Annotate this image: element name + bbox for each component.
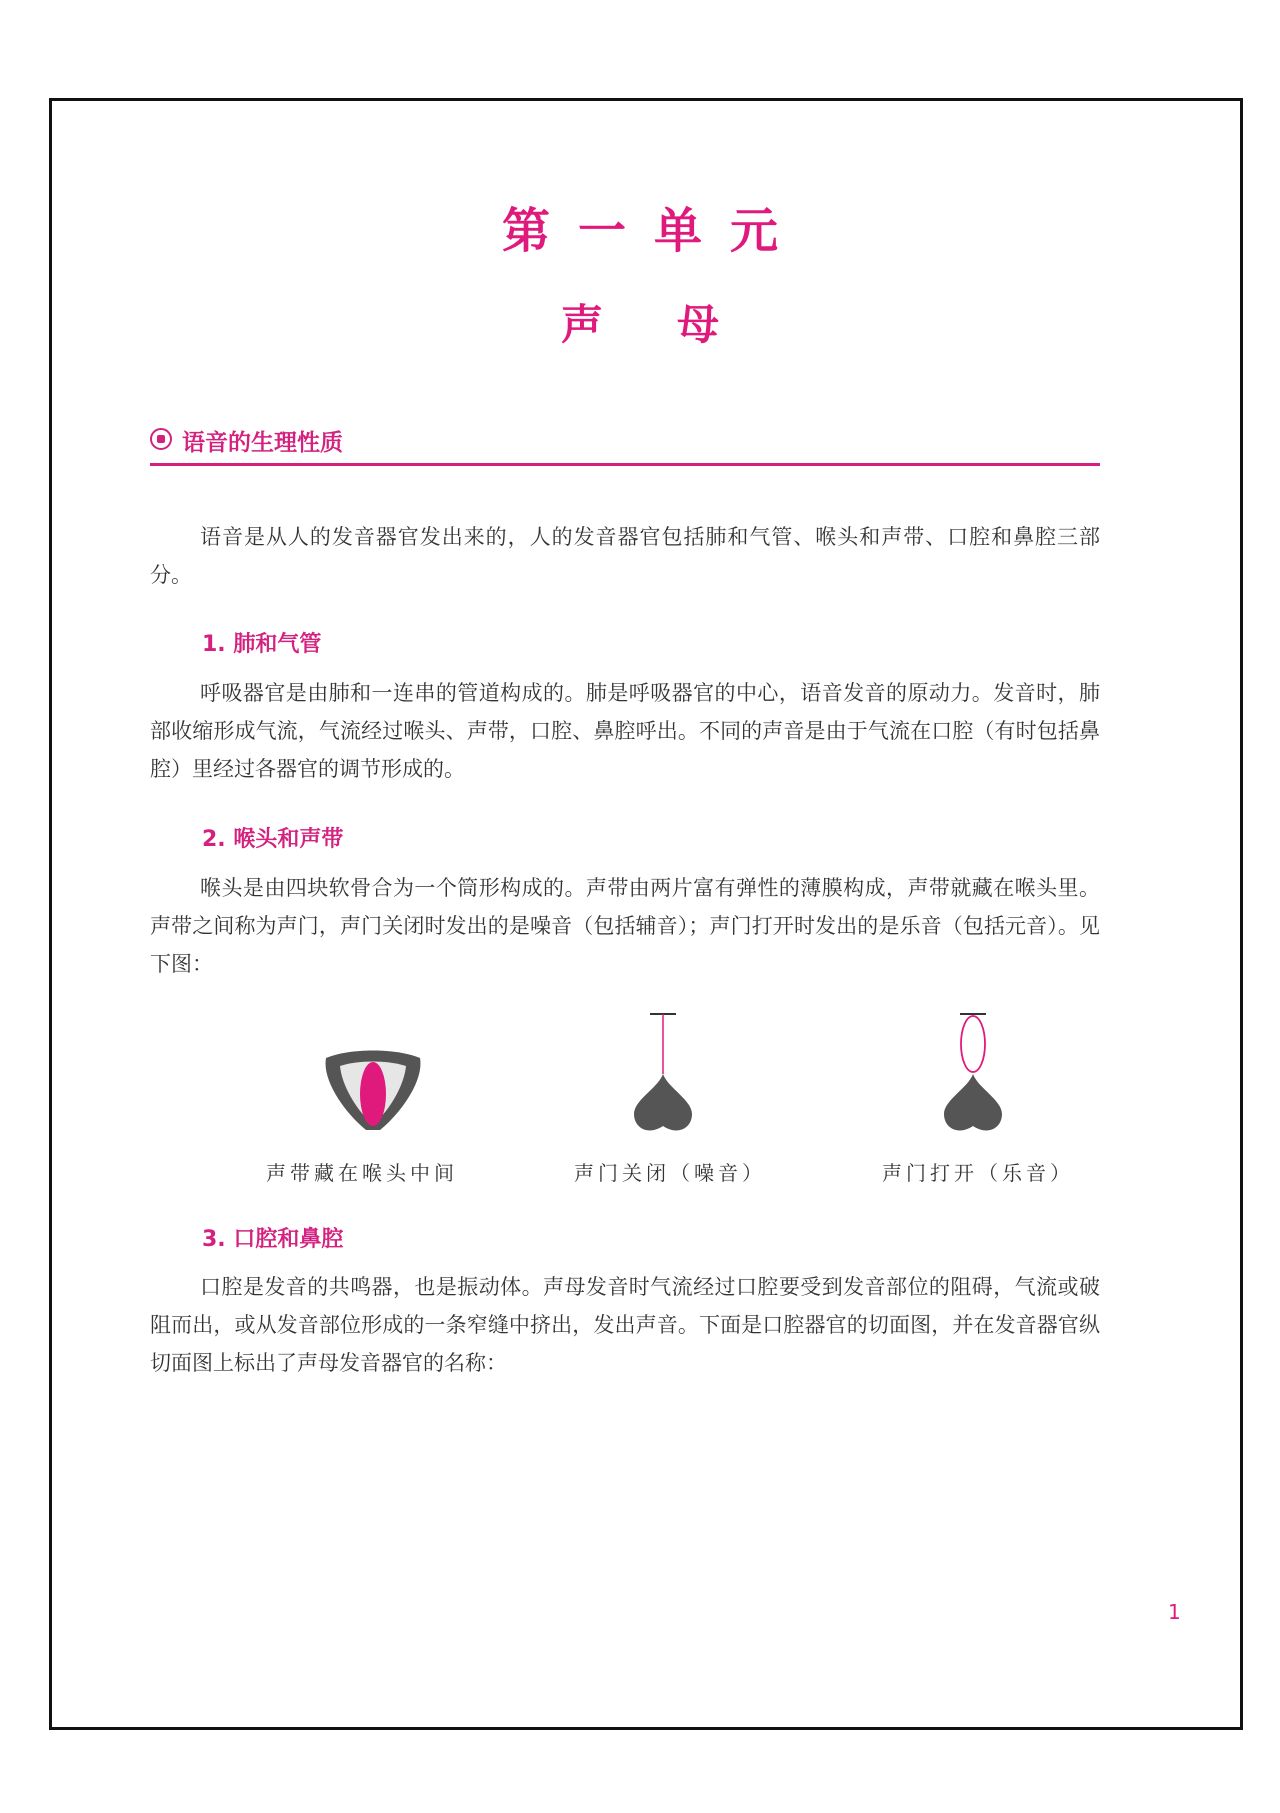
paragraph-lungs: 呼吸器官是由肺和一连串的管道构成的。肺是呼吸器官的中心，语音发音的原动力。发音时，肺部收缩形成气流，气流经过喉头、声带，口腔、鼻腔呼出。不同的声音是由于气流在口腔（有时包括鼻腔）里经过各器官的调节形成的。 xyxy=(150,681,1100,781)
intro-paragraph: 语音是从人的发音器官发出来的，人的发音器官包括肺和气管、喉头和声带、口腔和鼻腔三部分。 xyxy=(150,525,1100,587)
unit-title: 第一单元 xyxy=(501,203,806,259)
subsection-heading-lungs: 1. 肺和气管 xyxy=(202,632,322,657)
target-bullet-icon xyxy=(150,428,172,450)
glottis-open-figure xyxy=(938,1012,1008,1138)
subsection-heading-oral-nasal: 3. 口腔和鼻腔 xyxy=(202,1227,344,1252)
chapter-title: 声母 xyxy=(560,300,793,349)
figure-caption-3: 声门打开（乐音） xyxy=(882,1161,1074,1185)
paragraph-larynx: 喉头是由四块软骨合为一个筒形构成的。声带由两片富有弹性的薄膜构成，声带就藏在喉头里。声带之间称为声门，声门关闭时发出的是噪音（包括辅音）；声门打开时发出的是乐音（包括元音）。见下图： xyxy=(150,876,1100,976)
section-heading xyxy=(150,423,1100,466)
vocal-cords-in-larynx-figure xyxy=(320,1050,426,1134)
paragraph-oral-nasal: 口腔是发音的共鸣器，也是振动体。声母发音时气流经过口腔要受到发音部位的阻碍，气流或破阻而出，或从发音部位形成的一条窄缝中挤出，发出声音。下面是口腔器官的切面图，并在发音器官纵切面图上标出了声母发音器官的名称： xyxy=(150,1275,1100,1375)
subsection-heading-larynx: 2. 喉头和声带 xyxy=(202,827,344,852)
figure-caption-1: 声带藏在喉头中间 xyxy=(266,1161,458,1185)
glottis-closed-figure xyxy=(628,1012,698,1138)
page-number: 1 xyxy=(1168,1600,1181,1624)
figure-caption-2: 声门关闭（噪音） xyxy=(574,1161,766,1185)
section-title: 语音的生理性质 xyxy=(182,430,343,456)
